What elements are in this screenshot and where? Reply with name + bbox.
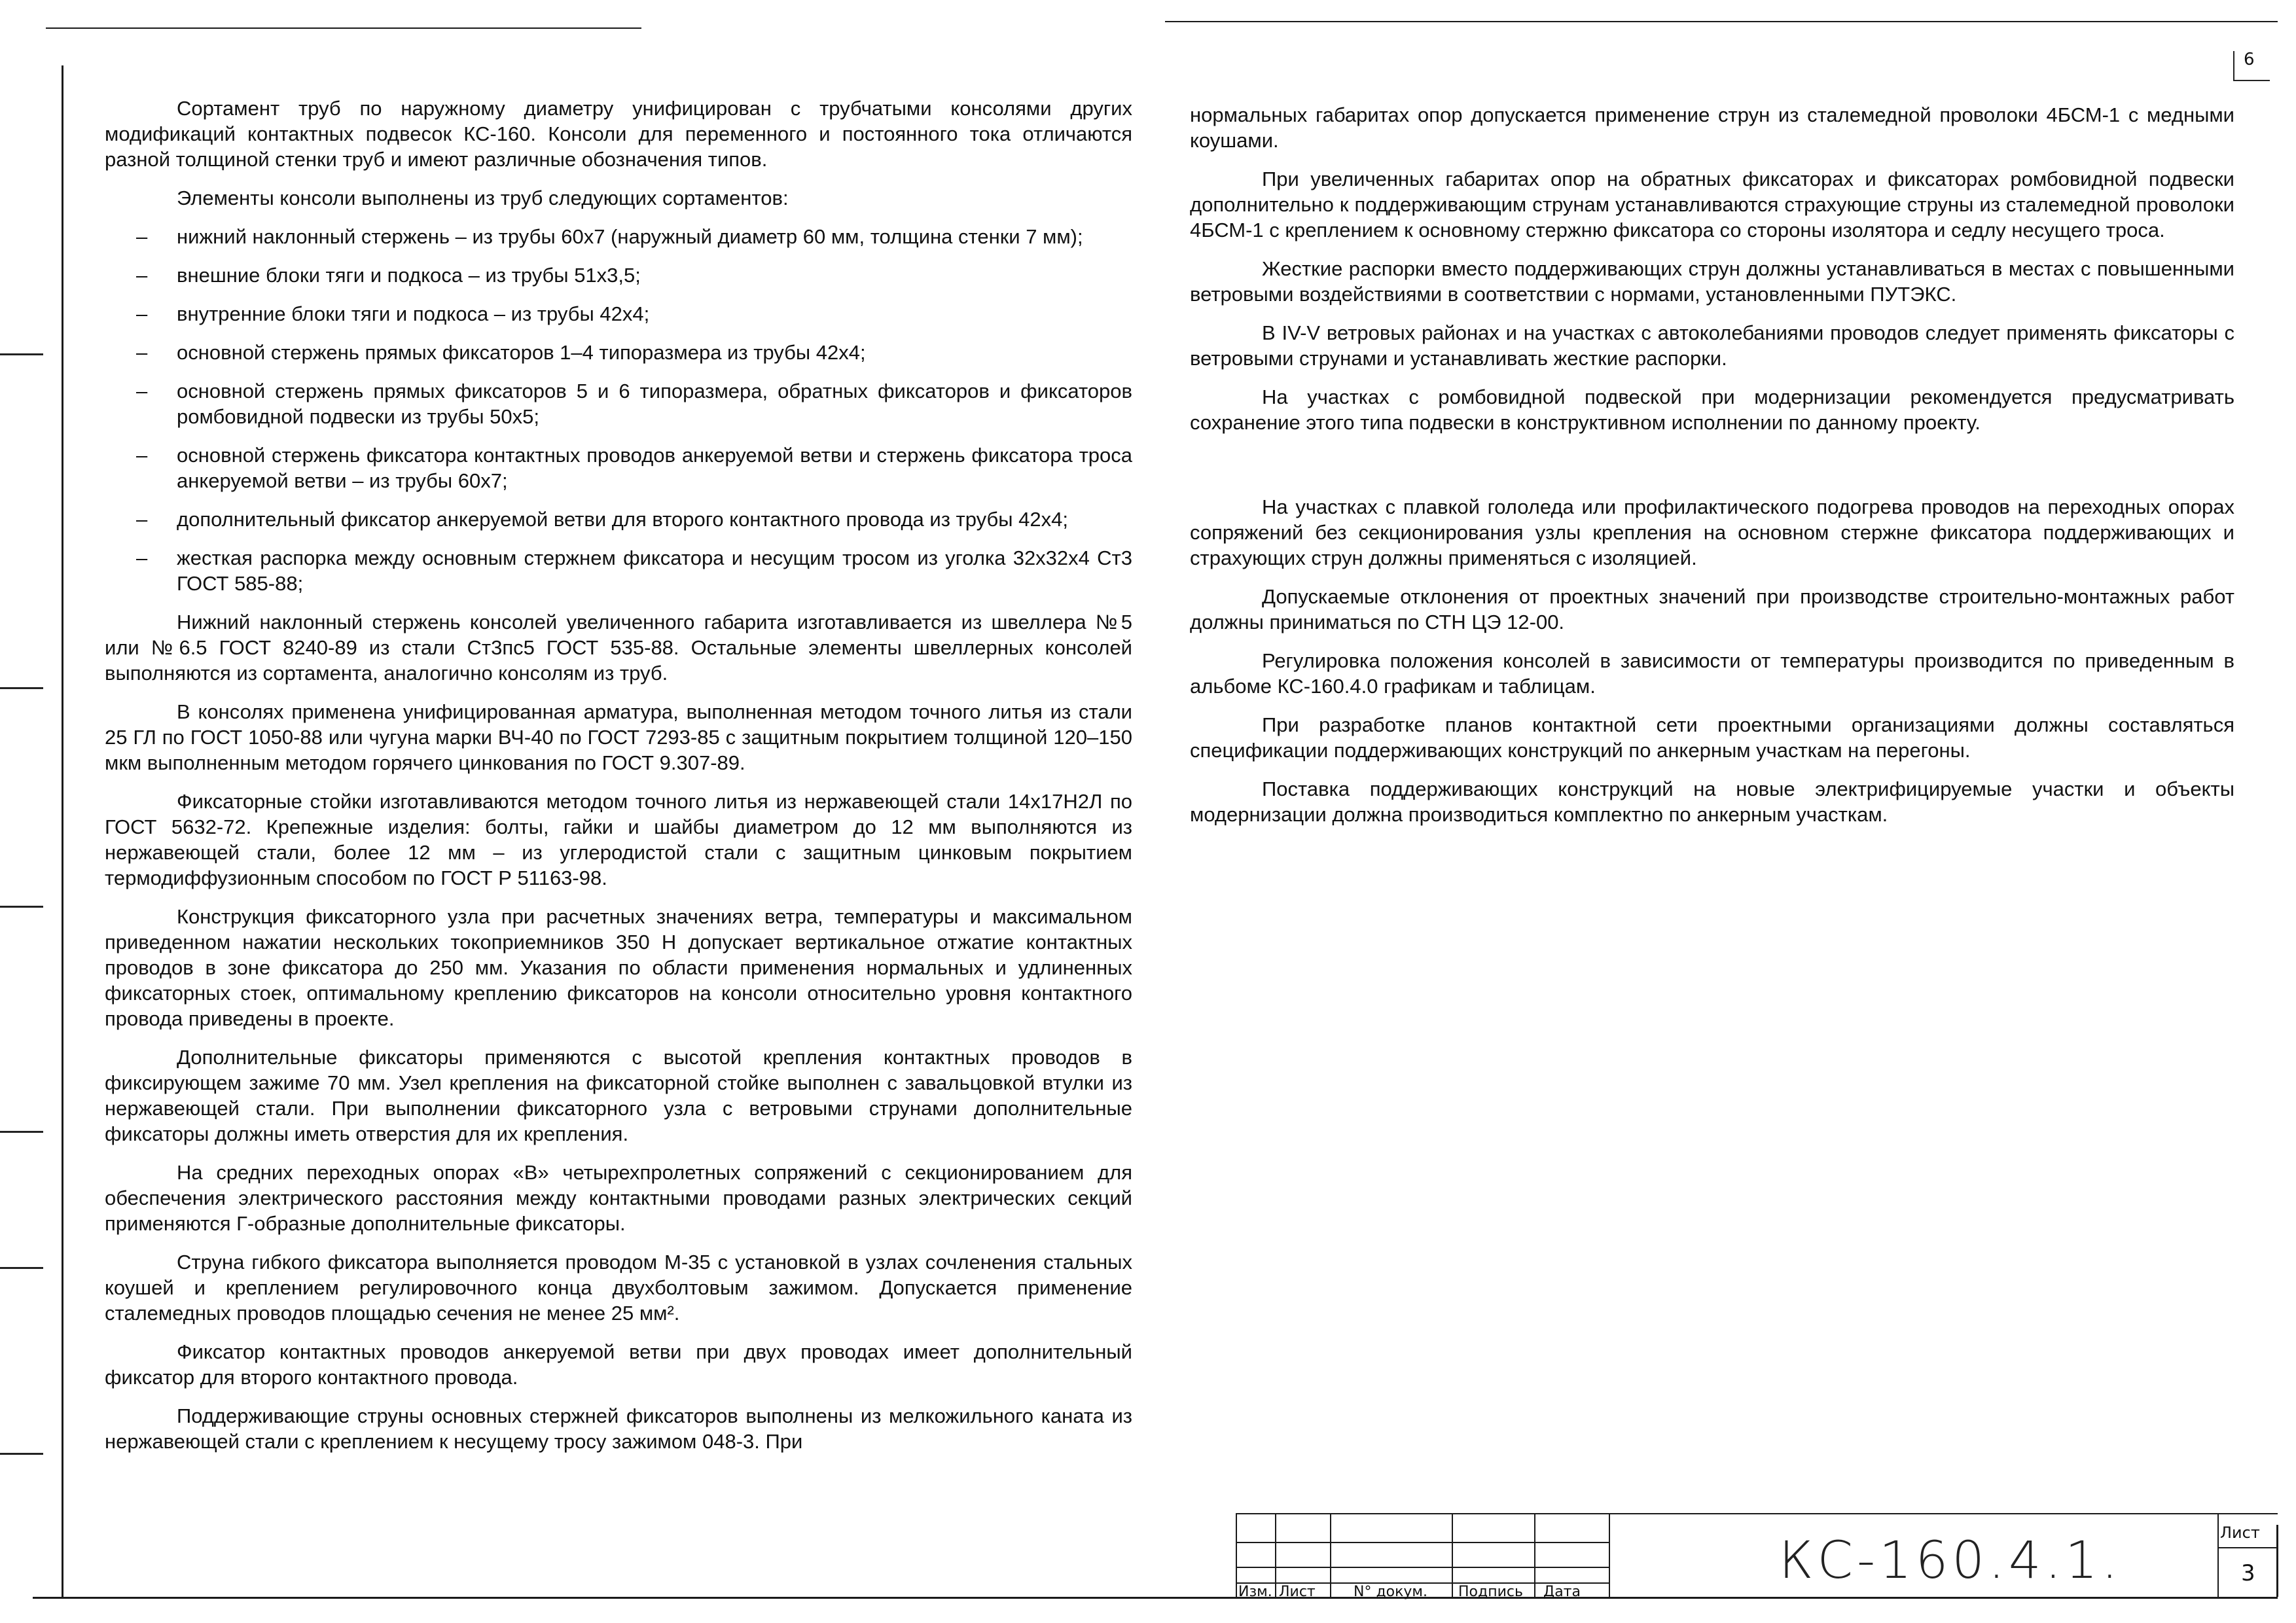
corner-mark-base	[2233, 80, 2270, 81]
left-frame-line	[62, 65, 63, 1597]
paragraph: На участках с плавкой гололеда или профилактического подогрева проводов на переходных опорах сопряжений без секционирования узлы крепления на основном стержне фиксатора поддерживающих и страхующих струн должны применяться с изоляцией.	[1190, 495, 2234, 569]
tb-col-line	[1534, 1513, 1535, 1598]
left-text-column	[105, 96, 1132, 1467]
list-item: – основной стержень фиксатора контактных проводов анкеруемой ветви и стержень фиксатора троса анкеруемой ветви – из трубы 60х7;	[105, 442, 1132, 493]
paragraph: Жесткие распорки вместо поддерживающих струн должны устанавливаться в местах с повышенными ветровыми воздействиями в соответствии с нормами, установленными ПУТЭКС.	[1190, 257, 2234, 306]
margin-tick	[0, 1131, 43, 1133]
tb-row-line	[1236, 1542, 1609, 1543]
corner-number: 6	[2244, 50, 2255, 69]
margin-tick	[0, 687, 43, 689]
paragraph: нормальных габаритах опор допускается применение струн из сталемедной проволоки 4БСМ-1 с медными коушами.	[1190, 103, 2234, 152]
list-item: – внутренние блоки тяги и подкоса – из трубы 42х4;	[105, 301, 1132, 327]
paragraph: Элементы консоли выполнены из труб следующих сортаментов:	[177, 187, 789, 209]
tb-top-line	[1236, 1513, 2278, 1514]
paragraph: При увеличенных габаритах опор на обратных фиксаторах и фиксаторах ромбовидной подвески дополнительно к поддерживающим струнам устанавливаются страхующие струны из сталемедной проволоки 4БСМ-1 с креплением к основному стержню фиксатора со стороны изолятора и седлу несущего троса.	[1190, 168, 2234, 241]
paragraph: На средних переходных опорах «В» четырехпролетных сопряжений с секционированием для обеспечения электрического расстояния между контактными проводами разных электрических секций применяются Г-образные дополнительные фиксаторы.	[105, 1161, 1132, 1235]
paragraph: Регулировка положения консолей в зависимости от температуры производится по приведенным в альбоме КС-160.4.0 графикам и таблицам.	[1190, 649, 2234, 698]
paragraph: Нижний наклонный стержень консолей увеличенного габарита изготавливается из швеллера №5 или №6.5 ГОСТ 8240-89 из стали Ст3пс5 ГОСТ 535-88. Остальные элементы швеллерных консолей выполняются из сортамента, аналогично консолям из труб.	[105, 611, 1132, 685]
paragraph: Струна гибкого фиксатора выполняется проводом М-35 с установкой в узлах сочленения стальных коушей и креплением регулировочного конца двухболтовым зажимом. Допускается применение сталемедных проводов площадью сечения не менее 25 мм².	[105, 1251, 1132, 1325]
sheet-label: Лист	[2220, 1524, 2260, 1542]
paragraph: Поддерживающие струны основных стержней фиксаторов выполнены из мелкожильного каната из нержавеющей стали с креплением к несущему тросу зажимом 048-3. При	[105, 1404, 1132, 1453]
tb-col-line	[1275, 1513, 1276, 1598]
right-text-column	[1190, 102, 2234, 840]
paragraph: На участках с ромбовидной подвеской при модернизации рекомендуется предусматривать сохранение этого типа подвески в конструктивном исполнении по данному проекту.	[1190, 385, 2234, 434]
margin-tick	[0, 1453, 43, 1455]
title-block	[1236, 1513, 2278, 1599]
paragraph: Фиксатор контактных проводов анкеруемой ветви при двух проводах имеет дополнительный фиксатор для второго контактного провода.	[105, 1340, 1132, 1389]
margin-tick	[0, 353, 43, 355]
tb-row-line	[1236, 1567, 1609, 1568]
paragraph: Дополнительные фиксаторы применяются с высотой крепления контактных проводов в фиксирующем зажиме 70 мм. Узел крепления на фиксаторной стойке выполнен с завальцовкой втулки из нержавеющей стали. При выполнении фиксаторного узла с ветровыми струнами дополнительные фиксаторы должны иметь отверстия для их крепления.	[105, 1046, 1132, 1145]
pipe-assortment-list	[105, 224, 1132, 596]
sheet-number: 3	[2241, 1560, 2255, 1586]
tb-label-sign: Подпись	[1458, 1584, 1523, 1600]
list-item: – жесткая распорка между основным стержнем фиксатора и несущим тросом из уголка 32х32х4 Ст3 ГОСТ 585-88;	[105, 545, 1132, 596]
margin-tick	[0, 1267, 43, 1269]
paragraph: Сортамент труб по наружному диаметру унифицирован с трубчатыми консолями других модификаций контактных подвесок КС-160. Консоли для переменного и постоянного тока отличаются разной толщиной стенки труб и имеют различные обозначения типов.	[105, 97, 1132, 171]
tb-label-list: Лист	[1279, 1584, 1316, 1600]
tb-sheet-divider	[2217, 1547, 2278, 1548]
document-code: КС-160.4.1.	[1779, 1531, 2122, 1590]
paragraph: Фиксаторные стойки изготавливаются методом точного литья из нержавеющей стали 14х17Н2Л по ГОСТ 5632-72. Крепежные изделия: болты, гайки и шайбы диаметром до 12 мм выполняются из нержавеющей стали, более 12 мм – из углеродистой стали с защитным цинковым покрытием термодиффузионным способом по ГОСТ Р 51163-98.	[105, 790, 1132, 889]
tb-label-izm: Изм.	[1238, 1584, 1272, 1600]
tb-col-line	[1236, 1513, 1237, 1598]
tb-col-line	[1330, 1513, 1331, 1598]
list-item: – нижний наклонный стержень – из трубы 60х7 (наружный диаметр 60 мм, толщина стенки 7 мм);	[105, 224, 1132, 249]
spacer	[1190, 448, 2234, 494]
list-item: – основной стержень прямых фиксаторов 5 и 6 типоразмера, обратных фиксаторов и фиксаторов ромбовидной подвески из трубы 50х5;	[105, 378, 1132, 429]
paragraph: Конструкция фиксаторного узла при расчетных значениях ветра, температуры и максимальном приведенном нажатии нескольких токоприемников 350 Н допускает вертикальное отжатие контактных проводов в зоне фиксатора до 250 мм. Указания по области применения нормальных и удлиненных фиксаторных стоек, оптимальному креплению фиксаторов на консоли относительно уровня контактного провода приведены в проекте.	[105, 905, 1132, 1030]
top-border-left	[46, 27, 641, 29]
tb-col-line	[2217, 1513, 2219, 1598]
tb-label-doc: N° докум.	[1354, 1584, 1428, 1600]
paragraph: В IV-V ветровых районах и на участках с автоколебаниями проводов следует применять фиксаторы с ветровыми струнами и устанавливать жесткие распорки.	[1190, 321, 2234, 370]
paragraph: Допускаемые отклонения от проектных значений при производстве строительно-монтажных работ должны приниматься по СТН ЦЭ 12-00.	[1190, 585, 2234, 633]
paragraph: Поставка поддерживающих конструкций на новые электрифицируемые участки и объекты модернизации должна производиться комплектно по анкерным участкам.	[1190, 777, 2234, 826]
corner-mark	[2233, 51, 2234, 81]
paragraph: При разработке планов контактной сети проектными организациями должны составляться спецификации поддерживающих конструкций по анкерным участкам на перегоны.	[1190, 713, 2234, 762]
tb-label-date: Дата	[1543, 1584, 1581, 1600]
list-item: – дополнительный фиксатор анкеруемой ветви для второго контактного провода из трубы 42х4;	[105, 507, 1132, 532]
top-border-right	[1165, 21, 2278, 22]
paragraph: В консолях применена унифицированная арматура, выполненная методом точного литья из стали 25 ГЛ по ГОСТ 1050-88 или чугуна марки ВЧ-40 по ГОСТ 7293-85 с защитным покрытием толщиной 120–150 мкм выполненным методом горячего цинкования по ГОСТ 9.307-89.	[105, 700, 1132, 774]
tb-col-line	[1609, 1513, 1610, 1598]
tb-col-line	[1452, 1513, 1453, 1598]
margin-tick	[0, 906, 43, 908]
list-item: – основной стержень прямых фиксаторов 1–4 типоразмера из трубы 42х4;	[105, 340, 1132, 365]
list-item: – внешние блоки тяги и подкоса – из трубы 51х3,5;	[105, 262, 1132, 288]
